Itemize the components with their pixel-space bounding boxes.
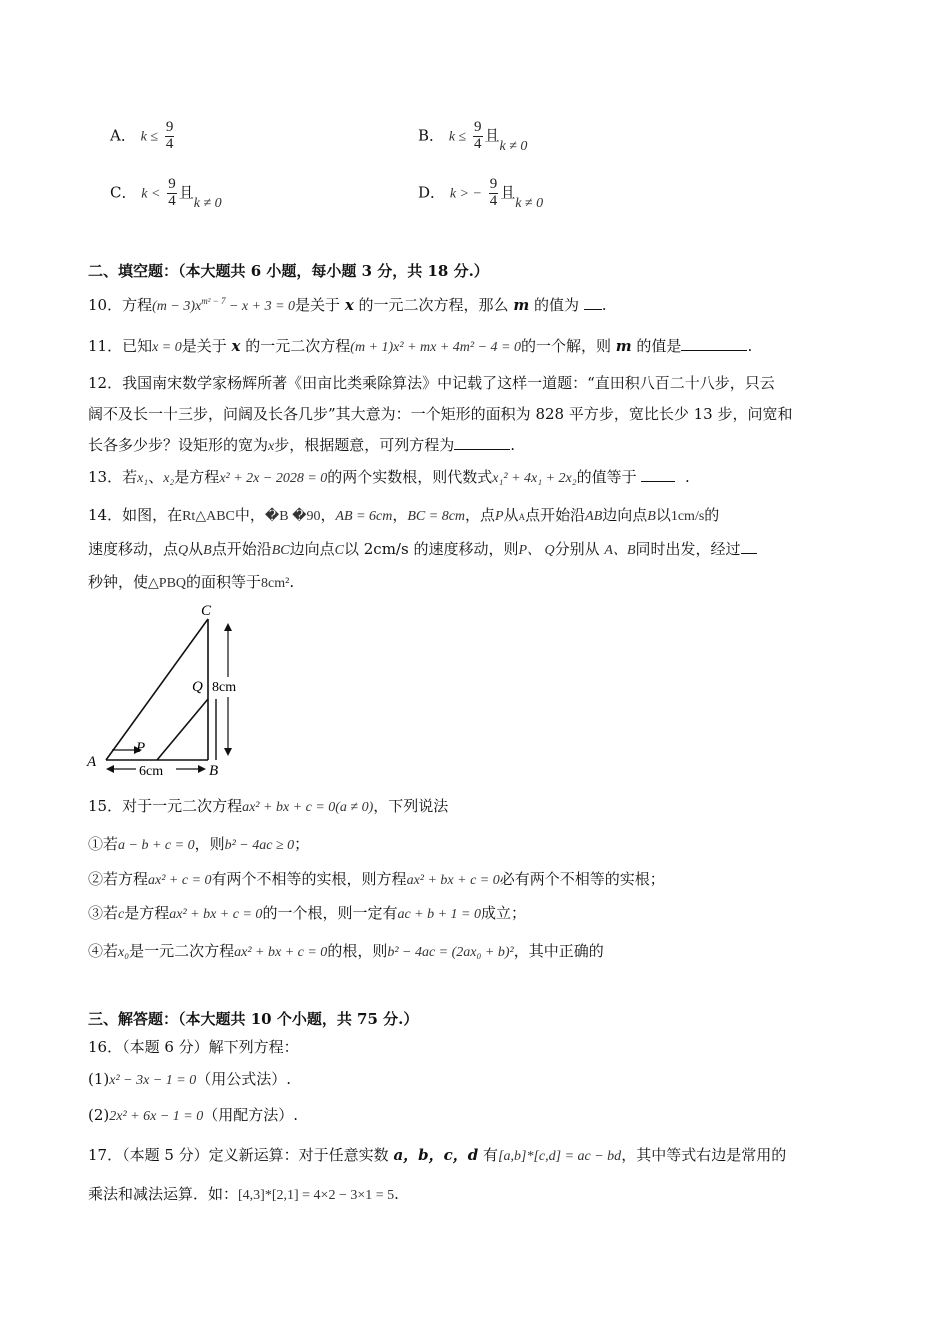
segment-pq xyxy=(157,699,208,760)
question-14-line1: 14．如图，在Rt△ABC中，�B �90，AB = 6cm，BC = 8cm，点P从A点开始沿AB边向点B以1cm/s的 xyxy=(88,506,720,524)
answer-blank[interactable] xyxy=(641,467,675,482)
label-ab-length: 6cm xyxy=(139,764,164,779)
option-expr: k ≤ xyxy=(448,129,467,145)
label-bc-length: 8cm xyxy=(212,680,237,695)
option-label: D． xyxy=(418,183,446,202)
option-expr: k > − xyxy=(449,186,482,202)
option-label: A． xyxy=(110,126,136,145)
question-16: 16．（本题 6 分）解下列方程： xyxy=(88,1038,299,1056)
label-q: Q xyxy=(192,679,203,695)
fraction: $\frac{9}{4}$ xyxy=(489,176,498,209)
option-expr: k ≤ xyxy=(140,129,159,145)
question-12-line2: 阔不及长一十三步，问阔及长各几步”其大意为：一个矩形的面积为 828 平方步，宽比长少 13 步，问宽和 xyxy=(88,405,793,423)
label-a: A xyxy=(87,754,97,770)
option-d: D． k > − $\frac{9}{4}$ 且k ≠ 0 xyxy=(418,176,544,212)
option-c: C． k < $\frac{9}{4}$ 且k ≠ 0 xyxy=(110,176,222,212)
statement-4: ④若x₀是一元二次方程ax² + bx + c = 0的根，则b² − 4ac = (2ax₀ + b)²，其中正确的 xyxy=(88,942,604,960)
option-label: C． xyxy=(110,183,137,202)
fraction: $\frac{9}{4}$ xyxy=(474,119,482,152)
statement-1: ①若a − b + c = 0，则b² − 4ac ≥ 0； xyxy=(88,835,310,853)
question-12-line1: 12．我国南宋数学家杨辉所著《田亩比类乘除算法》中记载了这样一道题：“直田积八百二十八步，只云 xyxy=(88,374,775,392)
question-13: 13．若x₁、x₂是方程x² + 2x − 2028 = 0的两个实数根，则代数式x₁² + 4x₁ + 2x₂的值等于 . xyxy=(88,468,690,486)
option-expr: k < xyxy=(141,186,161,202)
statement-3: ③若c是方程ax² + bx + c = 0的一个根，则一定有ac + b + 1 = 0成立； xyxy=(88,904,527,922)
option-b: B． k ≤ $\frac{9}{4}$ 且k ≠ 0 xyxy=(418,119,528,155)
question-12-line3: 长各多少步？设矩形的宽为x步，根据题意，可列方程为 . xyxy=(88,436,516,454)
question-10: 10．方程$(m - 3)x^{m^2 - 7} - x + 3 = 0$是关于 x 的一元二次方程，那么 m 的值为 . xyxy=(88,296,607,314)
question-17-line1: 17．（本题 5 分）定义新运算：对于任意实数 a，b，c，d 有[a,b]*[c,d] = ac − bd，其中等式右边是常用的 xyxy=(88,1146,787,1164)
answer-blank[interactable] xyxy=(584,295,602,310)
section-title: 三、解答题：（本大题共 10 个小题，共 75 分.） xyxy=(88,1010,419,1028)
question-15: 15．对于一元二次方程ax² + bx + c = 0(a ≠ 0)，下列说法 xyxy=(88,797,449,815)
answer-blank[interactable] xyxy=(454,435,510,450)
option-a xyxy=(110,120,176,153)
question-17-line2: 乘法和减法运算．如：[4,3]*[2,1] = 4×2 − 3×1 = 5. xyxy=(88,1185,399,1203)
question-14-line2: 速度移动，点Q从B点开始沿BC边向点C以 2cm/s 的速度移动，则P、 Q分别从 A、B同时出发，经过 xyxy=(88,538,757,562)
question-14-line3: 秒钟，使△PBQ的面积等于8cm². xyxy=(88,573,295,591)
fraction: $\frac{9}{4}$ xyxy=(165,119,174,152)
section-title: 二、填空题：（本大题共 6 小题，每小题 3 分，共 18 分.） xyxy=(88,262,489,280)
answer-blank[interactable] xyxy=(681,336,747,351)
statement-2: ②若方程ax² + c = 0有两个不相等的实根，则方程ax² + bx + c = 0必有两个不相等的实根； xyxy=(88,870,665,888)
question-11: 11．已知x = 0是关于 x 的一元二次方程(m + 1)x² + mx + 4m² − 4 = 0的一个解，则 m 的值是 . xyxy=(88,337,753,355)
option-label: B． xyxy=(418,126,445,145)
label-b: B xyxy=(209,763,219,779)
question-16-part-2: (2)2x² + 6x − 1 = 0（用配方法）. xyxy=(88,1106,298,1124)
label-c: C xyxy=(201,603,212,619)
question-16-part-1: (1)x² − 3x − 1 = 0（用公式法）. xyxy=(88,1070,291,1088)
fraction: $\frac{9}{4}$ xyxy=(168,176,176,209)
label-p: P xyxy=(136,740,146,756)
triangle-figure xyxy=(84,600,254,785)
answer-blank[interactable] xyxy=(741,539,757,554)
